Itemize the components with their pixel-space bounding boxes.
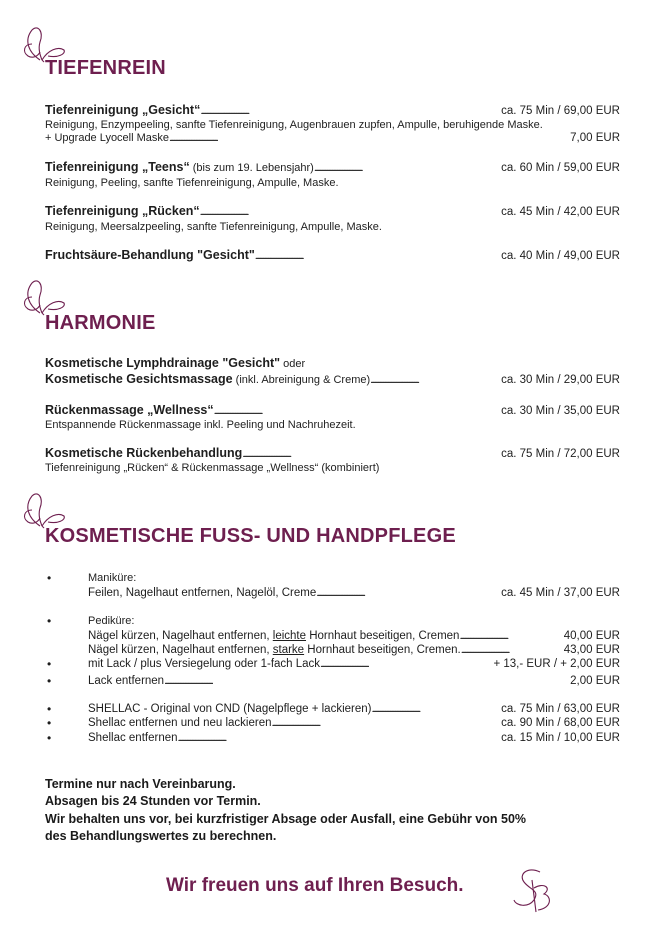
price: ca. 75 Min / 72,00 EUR: [501, 448, 620, 460]
treatment-name: Tiefenreinigung „Teens“: [45, 160, 190, 174]
treatment-description: Reinigung, Enzympeeling, sanfte Tiefenreinigung, Augenbrauen zupfen, Ampulle, beruhigende Maske.: [45, 119, 543, 131]
price-line: [45, 403, 620, 419]
price: ca. 45 Min / 42,00 EUR: [501, 206, 620, 218]
price: ca. 75 Min / 69,00 EUR: [501, 105, 620, 117]
price-line: [88, 586, 620, 601]
treatment-name: Tiefenreinigung „Gesicht“: [45, 103, 201, 117]
treatment-name: Rückenmassage „Wellness“: [45, 403, 214, 417]
bullet: •: [47, 571, 52, 585]
text: Hornhaut beseitigen, Cremen.: [304, 644, 461, 656]
footer-note: des Behandlungswertes zu berechnen.: [45, 829, 277, 843]
price: ca. 60 Min / 59,00 EUR: [501, 162, 620, 174]
text-underlined: starke: [272, 644, 305, 656]
treatment-name: Feilen, Nagelhaut entfernen, Nagelöl, Creme: [88, 587, 317, 599]
price: ca. 30 Min / 29,00 EUR: [501, 374, 620, 386]
price-line: [88, 716, 620, 731]
bullet: •: [47, 614, 52, 628]
price-line: [88, 702, 620, 717]
text-underlined: leichte: [272, 630, 307, 642]
price: 40,00 EUR: [563, 630, 620, 642]
treatment-name: Kosmetische Gesichtsmassage: [45, 372, 233, 386]
bullet: •: [47, 657, 52, 671]
price: ca. 45 Min / 37,00 EUR: [501, 587, 620, 599]
price: 7,00 EUR: [570, 132, 620, 144]
price-line: [45, 372, 620, 388]
treatment-name: Kosmetische Lymphdrainage "Gesicht": [45, 356, 281, 370]
price-line: [45, 160, 620, 176]
subsection-heading: Maniküre:: [88, 572, 137, 584]
price-line: [88, 731, 620, 746]
price-line: [45, 248, 620, 264]
treatment-name: Shellac entfernen: [88, 732, 178, 744]
text: Nägel kürzen, Nagelhaut entfernen,: [88, 644, 273, 656]
price-line: [45, 131, 620, 146]
treatment-description: Entspannende Rückenmassage inkl. Peeling und Nachruhezeit.: [45, 419, 356, 431]
treatment-description: Reinigung, Meersalzpeeling, sanfte Tiefenreinigung, Ampulle, Maske.: [45, 221, 382, 233]
price: ca. 30 Min / 35,00 EUR: [501, 405, 620, 417]
price-line: [45, 103, 620, 119]
treatment-name: + Upgrade Lyocell Maske: [45, 132, 170, 144]
subsection-heading: Pediküre:: [88, 615, 135, 627]
price-line: [88, 657, 620, 672]
price-line: [45, 356, 620, 371]
price: ca. 40 Min / 49,00 EUR: [501, 250, 620, 262]
treatment-note: (inkl. Abreinigung & Creme): [232, 374, 371, 386]
bullet: •: [47, 702, 52, 716]
bullet: •: [47, 731, 52, 745]
treatment-name: Kosmetische Rückenbehandlung: [45, 446, 243, 460]
price: ca. 90 Min / 68,00 EUR: [501, 717, 620, 729]
treatment-name: Shellac entfernen und neu lackieren: [88, 717, 272, 729]
bullet: •: [47, 716, 52, 730]
footer-note: Absagen bis 24 Stunden vor Termin.: [45, 794, 261, 808]
section-title-tiefenrein: TIEFENREIN: [45, 57, 166, 79]
butterfly-icon: [18, 275, 68, 317]
treatment-name: mit Lack / plus Versiegelung oder 1-fach Lack: [88, 658, 321, 670]
treatment-description: Reinigung, Peeling, sanfte Tiefenreinigung, Ampulle, Maske.: [45, 177, 339, 189]
price-line: [88, 643, 620, 658]
price-line: [88, 674, 620, 689]
treatment-name: Tiefenreinigung „Rücken“: [45, 204, 200, 218]
text: Hornhaut beseitigen, Cremen: [306, 630, 460, 642]
treatment-name: SHELLAC - Original von CND (Nagelpflege + lackieren): [88, 703, 372, 715]
price: ca. 75 Min / 63,00 EUR: [501, 703, 620, 715]
treatment-note: oder: [280, 358, 306, 370]
butterfly-icon: [18, 488, 68, 530]
price: 2,00 EUR: [570, 675, 620, 687]
price: ca. 15 Min / 10,00 EUR: [501, 732, 620, 744]
price: 43,00 EUR: [563, 644, 620, 656]
footer-note: Termine nur nach Vereinbarung.: [45, 777, 236, 791]
treatment-description: Tiefenreinigung „Rücken“ & Rückenmassage „Wellness“ (kombiniert): [45, 462, 380, 474]
section-title-fuss-handpflege: KOSMETISCHE FUSS- UND HANDPFLEGE: [45, 525, 456, 547]
bullet: •: [47, 674, 52, 688]
price-line: [45, 204, 620, 220]
text: Nägel kürzen, Nagelhaut entfernen,: [88, 630, 273, 642]
section-title-harmonie: HARMONIE: [45, 312, 156, 334]
price: + 13,- EUR / + 2,00 EUR: [493, 658, 620, 670]
price-line: [45, 446, 620, 462]
treatment-name: Fruchtsäure-Behandlung "Gesicht": [45, 248, 255, 262]
treatment-name: Lack entfernen: [88, 675, 165, 687]
closing-message: Wir freuen uns auf Ihren Besuch.: [166, 875, 464, 896]
footer-note: Wir behalten uns vor, bei kurzfristiger Absage oder Ausfall, eine Gebühr von 50%: [45, 812, 527, 826]
monogram-logo-icon: [510, 866, 556, 916]
treatment-note: (bis zum 19. Lebensjahr): [189, 162, 314, 174]
price-line: [88, 629, 620, 644]
